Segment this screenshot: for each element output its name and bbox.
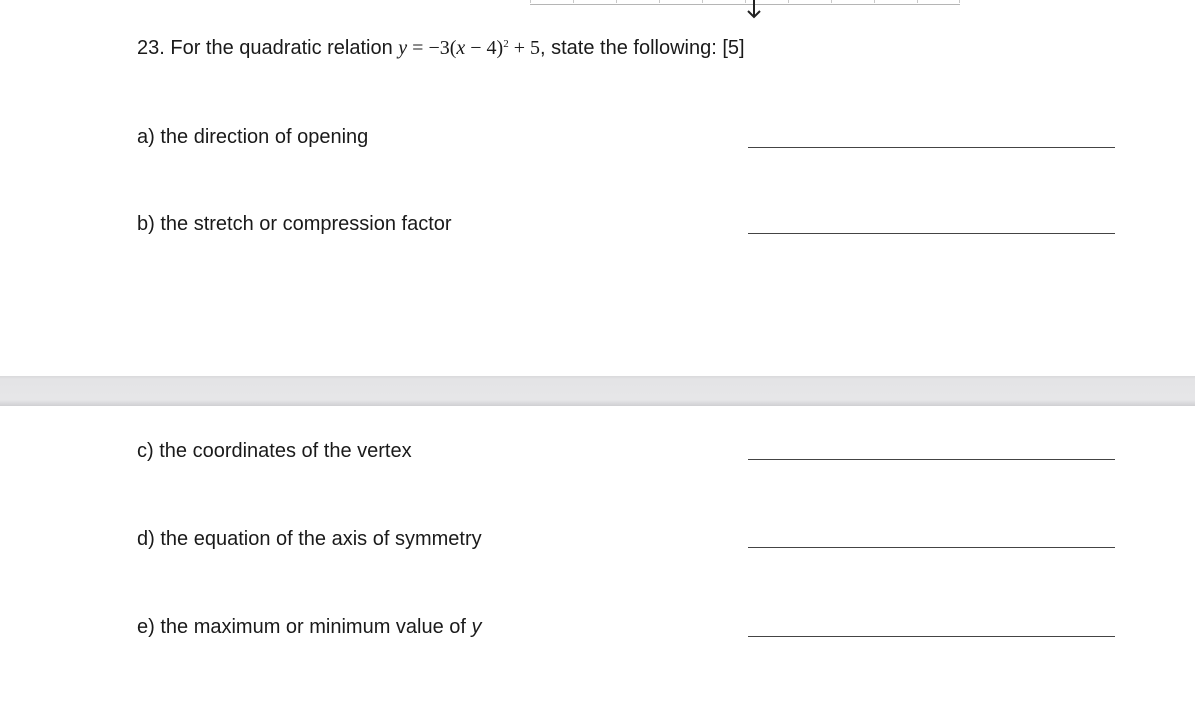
- item-c-label: c) the coordinates of the vertex: [137, 440, 412, 462]
- item-e: [137, 614, 482, 640]
- arrow-down-icon: [744, 0, 764, 20]
- question-number: 23.: [137, 37, 165, 59]
- equation-rest: − 4): [465, 37, 504, 59]
- item-e-label: e) the maximum or minimum value of: [137, 616, 472, 638]
- item-a-label: a) the direction of opening: [137, 126, 369, 148]
- answer-line-c[interactable]: [748, 459, 1115, 460]
- answer-line-e[interactable]: [748, 636, 1115, 637]
- question-lead: For the quadratic relation: [170, 37, 393, 59]
- graph-gridline: [831, 0, 832, 3]
- equation-x: x: [456, 37, 466, 59]
- answer-line-b[interactable]: [748, 233, 1115, 234]
- answer-line-a[interactable]: [748, 147, 1115, 148]
- graph-gridline: [616, 0, 617, 3]
- equation-tail: + 5: [508, 37, 541, 59]
- item-b-label: b) the stretch or compression factor: [137, 213, 452, 235]
- equation-exponent: 2: [503, 38, 509, 50]
- graph-gridline: [659, 0, 660, 3]
- question-trail: , state the following: [5]: [540, 37, 745, 59]
- item-d-label: d) the equation of the axis of symmetry: [137, 528, 482, 550]
- graph-gridline: [702, 0, 703, 3]
- graph-gridline: [573, 0, 574, 3]
- equation-equals: = −3(: [407, 37, 457, 59]
- answer-line-d[interactable]: [748, 547, 1115, 548]
- equation-lhs: y: [398, 37, 408, 59]
- item-e-variable: y: [471, 616, 482, 638]
- graph-gridline: [874, 0, 875, 3]
- question-text: [137, 34, 745, 62]
- graph-gridline: [917, 0, 918, 3]
- graph-gridline: [530, 0, 531, 3]
- graph-gridline: [959, 0, 960, 3]
- worksheet-page-bottom: [0, 406, 1195, 701]
- quadratic-equation: [398, 37, 540, 59]
- page-break-gap: [0, 376, 1195, 406]
- graph-gridline: [788, 0, 789, 3]
